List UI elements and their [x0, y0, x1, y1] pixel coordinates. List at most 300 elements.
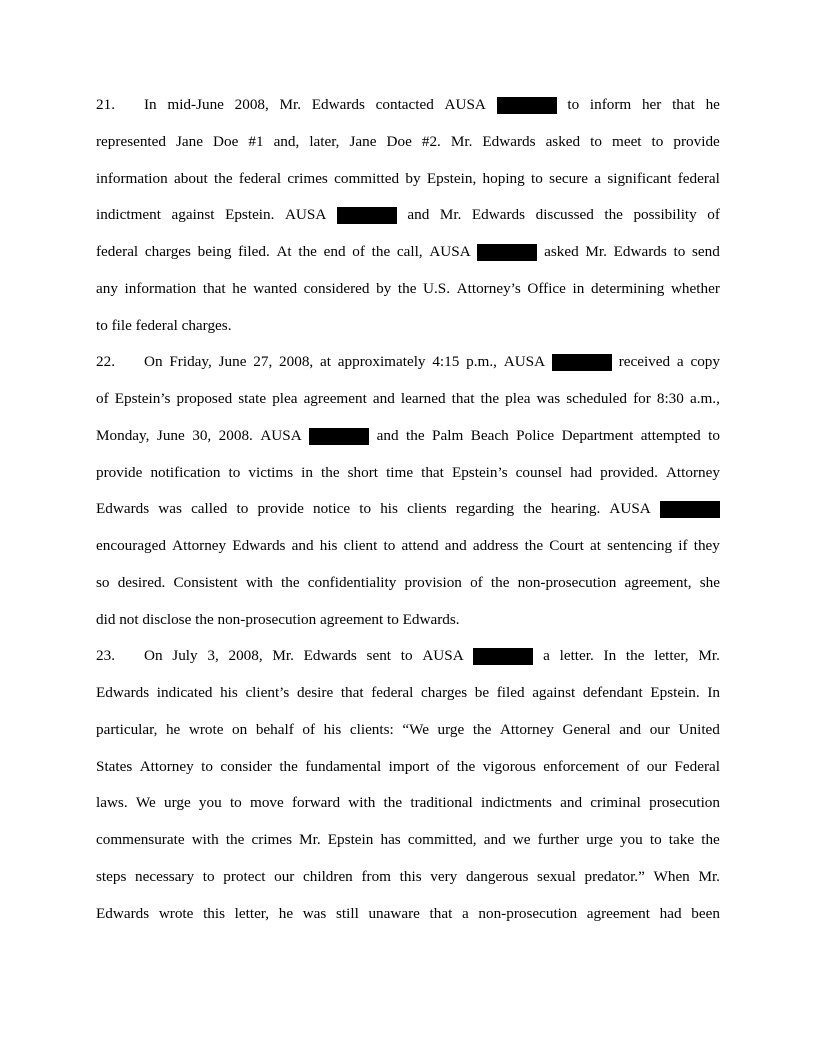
redaction-box: [497, 97, 557, 114]
word: the: [490, 573, 510, 591]
word: hoping: [482, 169, 525, 187]
word: be: [474, 684, 490, 701]
word: the: [383, 794, 403, 812]
paragraph-number: 23.: [96, 647, 115, 665]
word: a.m.,: [689, 390, 720, 407]
word: and,: [273, 132, 300, 150]
redaction-box: [660, 501, 720, 518]
word: and: [619, 720, 642, 738]
word: federal: [677, 169, 720, 187]
word: Edwards: [96, 684, 150, 701]
word: federal: [238, 169, 282, 187]
word: filed.: [238, 243, 270, 260]
word: did not disclose the non-prosecution agreement to Edwards.: [96, 610, 460, 628]
word: steps: [96, 867, 127, 885]
word: later,: [309, 132, 340, 150]
paragraph-line: [96, 234, 720, 271]
word: enforcement: [543, 757, 620, 775]
word: the: [279, 757, 298, 775]
word: further: [537, 831, 579, 848]
word: AUSA: [422, 647, 464, 665]
paragraph-line: [96, 308, 720, 345]
paragraph-line: [96, 859, 720, 896]
paragraph-line: [96, 197, 720, 234]
word: notice: [312, 500, 351, 518]
word: on: [232, 720, 248, 738]
word: client’s: [245, 684, 290, 701]
word: information: [124, 279, 197, 297]
word: sent: [366, 647, 392, 665]
redaction-box: [477, 244, 537, 261]
word: 2008,: [234, 96, 269, 113]
word: to: [590, 132, 602, 150]
word: had: [570, 463, 593, 481]
word: at: [320, 353, 331, 371]
word: July: [172, 647, 198, 665]
word: crimes: [287, 169, 328, 187]
word: predator.”: [584, 867, 645, 885]
word: you: [619, 831, 643, 848]
word: to: [400, 647, 413, 665]
word: the: [524, 537, 544, 554]
word: desired.: [117, 573, 166, 591]
word: regarding: [455, 500, 515, 518]
word: inform: [589, 96, 632, 113]
word: import: [388, 757, 430, 775]
word: protect: [223, 867, 266, 885]
word: client: [343, 537, 378, 554]
word: and: [291, 537, 314, 554]
word: take: [668, 831, 695, 848]
word: at: [590, 537, 602, 554]
word: AUSA: [503, 353, 546, 371]
word: Mr.: [272, 647, 294, 665]
word: the: [406, 426, 425, 444]
word: 3,: [207, 647, 219, 665]
word: to: [649, 831, 662, 848]
word: commensurate: [96, 831, 185, 848]
word: provision: [404, 573, 462, 591]
word: encouraged: [96, 537, 166, 554]
word: send: [692, 243, 720, 260]
word: his: [323, 720, 342, 738]
word: Edwards: [303, 647, 357, 665]
word: and: [407, 206, 430, 224]
word: was: [536, 390, 561, 407]
word: discussed: [535, 206, 594, 224]
word: confidentiality: [307, 573, 397, 591]
word: U.S.: [423, 279, 451, 297]
word: his: [319, 537, 338, 554]
word: AUSA: [260, 426, 302, 444]
paragraph-line: [96, 528, 720, 565]
word: her: [641, 96, 662, 113]
word: whether: [670, 279, 720, 297]
word: his: [220, 684, 238, 701]
word: hearing.: [550, 500, 601, 518]
word: Mr.: [585, 243, 607, 260]
word: scheduled: [566, 390, 627, 407]
word: Palm: [432, 426, 464, 444]
word: June: [218, 353, 247, 371]
word: consider: [220, 757, 272, 775]
word: of: [470, 573, 483, 591]
word: charges: [144, 243, 191, 260]
word: attend: [401, 537, 439, 554]
word: Mr.: [698, 647, 720, 665]
word: the: [523, 500, 542, 518]
word: vigorous: [482, 757, 536, 775]
word: address: [472, 537, 519, 554]
word: When: [653, 867, 690, 885]
word: victims: [248, 463, 294, 481]
paragraph-line: [96, 896, 720, 933]
word: of: [96, 390, 109, 407]
word: has: [380, 831, 401, 848]
paragraph-line: [96, 491, 720, 528]
word: plea: [505, 390, 531, 407]
paragraph-line: [96, 381, 720, 418]
word: 30,: [192, 426, 212, 444]
word: Edwards: [613, 243, 667, 260]
word: that: [421, 463, 444, 481]
word: secure: [549, 169, 588, 187]
paragraph-line: [96, 638, 720, 675]
word: 2008,: [228, 647, 263, 665]
word: against: [532, 684, 576, 701]
word: fundamental: [305, 757, 382, 775]
word: criminal: [590, 794, 641, 812]
word: Police: [516, 426, 555, 444]
word: provide: [257, 500, 304, 518]
word: particular,: [96, 720, 158, 738]
word: #1: [248, 132, 264, 150]
paragraph-line: [96, 87, 720, 124]
word: the: [456, 757, 476, 775]
word: federal: [96, 243, 139, 260]
word: to: [673, 243, 686, 260]
word: Attorney’s: [456, 279, 521, 297]
word: a: [461, 904, 469, 922]
word: In: [707, 684, 720, 701]
word: considered: [303, 279, 370, 297]
word: to: [651, 132, 664, 150]
word: had: [659, 904, 682, 922]
word: move: [250, 794, 284, 812]
word: of: [436, 757, 450, 775]
paragraph-line: [96, 822, 720, 859]
word: short: [347, 463, 379, 481]
word: any: [96, 279, 118, 297]
paragraph-line: [96, 455, 720, 492]
word: was: [158, 500, 182, 518]
word: Epstein.: [225, 206, 275, 224]
word: Attorney: [665, 463, 720, 481]
word: been: [691, 904, 720, 922]
word: they: [693, 537, 720, 554]
word: provided.: [600, 463, 658, 481]
word: the: [371, 243, 391, 260]
word: urge: [437, 720, 465, 738]
word: the: [214, 169, 233, 187]
word: to: [567, 96, 580, 113]
word: Edwards: [96, 904, 150, 922]
word: determining: [590, 279, 665, 297]
word: approximately: [337, 353, 426, 371]
word: that: [202, 279, 226, 297]
word: forward: [291, 794, 341, 812]
word: p.m.,: [466, 353, 497, 371]
word: agreement: [303, 390, 367, 407]
word: a: [543, 647, 550, 665]
word: States: [96, 757, 133, 775]
word: letter,: [654, 647, 689, 665]
word: Mr.: [299, 831, 321, 848]
word: Attorney: [172, 537, 227, 554]
word: non-prosecution: [478, 904, 578, 922]
word: wrote: [158, 904, 194, 922]
word: non-prosecution: [517, 573, 617, 591]
word: a: [594, 169, 602, 187]
word: indictments: [481, 794, 552, 812]
word: to: [201, 757, 213, 775]
word: state: [238, 390, 267, 407]
word: to: [531, 169, 543, 187]
word: he: [705, 96, 720, 113]
word: and: [444, 537, 467, 554]
word: the: [604, 206, 623, 224]
word: Epstein: [327, 831, 374, 848]
word: asked: [544, 243, 579, 260]
word: wanted: [253, 279, 298, 297]
word: federal: [371, 684, 414, 701]
word: committed: [334, 169, 400, 187]
paragraph-line: [96, 749, 720, 786]
word: 2008.: [218, 426, 253, 444]
word: the: [625, 647, 645, 665]
word: of: [302, 720, 315, 738]
word: urge: [586, 831, 613, 848]
word: agreement,: [624, 573, 692, 591]
word: Monday,: [96, 426, 150, 444]
paragraph-line: [96, 675, 720, 712]
word: she: [699, 573, 720, 591]
word: for: [633, 390, 651, 407]
word: Epstein’s: [451, 463, 508, 481]
word: provide: [96, 463, 143, 481]
word: very: [430, 867, 458, 885]
word: information: [96, 169, 168, 187]
word: laws.: [96, 794, 128, 812]
word: significant: [607, 169, 672, 187]
word: crimes: [251, 831, 292, 848]
word: this: [203, 904, 226, 922]
paragraph-line: [96, 124, 720, 161]
word: sentencing: [607, 537, 673, 554]
word: AUSA: [284, 206, 327, 224]
word: mid-June: [167, 96, 224, 113]
paragraph-line: [96, 161, 720, 198]
paragraph-line: [96, 785, 720, 822]
word: of: [352, 243, 365, 260]
word: Epstein’s: [114, 390, 171, 407]
word: being: [197, 243, 232, 260]
word: possibility: [633, 206, 697, 224]
word: by: [405, 169, 421, 187]
word: plea: [272, 390, 298, 407]
word: called: [191, 500, 228, 518]
word: Mr.: [698, 867, 720, 885]
word: Edwards: [96, 500, 150, 518]
word: indicated: [156, 684, 213, 701]
word: Jane: [349, 132, 377, 150]
word: dangerous: [465, 867, 529, 885]
word: and: [376, 426, 399, 444]
word: AUSA: [429, 243, 471, 260]
paragraph-line: [96, 271, 720, 308]
word: with: [191, 831, 219, 848]
word: that: [672, 96, 695, 113]
document-page: [96, 87, 720, 932]
word: the: [472, 720, 492, 738]
word: our: [274, 867, 295, 885]
word: about: [174, 169, 208, 187]
word: Beach: [470, 426, 509, 444]
word: children: [303, 867, 353, 885]
word: in: [572, 279, 585, 297]
word: We: [135, 794, 156, 812]
word: 2008,: [279, 353, 314, 371]
word: proposed: [176, 390, 233, 407]
word: sexual: [537, 867, 576, 885]
paragraph-line: [96, 418, 720, 455]
word: he: [165, 720, 181, 738]
word: the: [480, 390, 500, 407]
word: clients: [407, 500, 447, 518]
word: #2.: [421, 132, 441, 150]
paragraph-line: [96, 602, 720, 639]
word: and: [483, 831, 506, 848]
word: meet: [612, 132, 642, 150]
word: General: [562, 720, 611, 738]
word: 8:30: [656, 390, 684, 407]
redaction-box: [337, 207, 397, 224]
word: and: [560, 794, 583, 812]
word: In: [603, 647, 617, 665]
word: the: [298, 243, 317, 260]
word: he: [278, 904, 294, 922]
word: counsel: [515, 463, 563, 481]
word: copy: [690, 353, 720, 371]
word: On: [144, 353, 163, 371]
word: to: [228, 463, 241, 481]
word: committed,: [407, 831, 477, 848]
word: Consistent: [173, 573, 238, 591]
word: defendant: [582, 684, 643, 701]
word: indictment: [96, 206, 161, 224]
word: Epstein,: [426, 169, 477, 187]
word: AUSA: [444, 96, 486, 113]
word: to: [202, 867, 215, 885]
word: to: [229, 794, 242, 812]
word: of: [707, 206, 720, 224]
word: that: [340, 684, 364, 701]
word: “We: [402, 720, 429, 738]
word: desire: [296, 684, 334, 701]
word: the: [225, 831, 245, 848]
word: In: [144, 96, 157, 113]
word: still: [336, 904, 359, 922]
word: clients:: [349, 720, 394, 738]
word: Mr.: [450, 132, 473, 150]
word: a: [676, 353, 684, 371]
word: filed: [496, 684, 525, 701]
word: against: [171, 206, 215, 224]
paragraph-line: [96, 565, 720, 602]
redaction-box: [552, 354, 612, 371]
word: call,: [396, 243, 423, 260]
word: so: [96, 573, 110, 591]
word: Federal: [674, 757, 720, 775]
word: to file federal charges.: [96, 316, 232, 334]
word: learned: [400, 390, 446, 407]
word: if: [678, 537, 688, 554]
word: attempted: [640, 426, 701, 444]
word: Edwards: [471, 206, 526, 224]
word: unaware: [368, 904, 420, 922]
word: Attorney: [499, 720, 554, 738]
word: received: [618, 353, 671, 371]
word: provide: [673, 132, 720, 150]
word: and: [372, 390, 395, 407]
word: Department: [561, 426, 634, 444]
word: our: [649, 720, 670, 738]
word: asked: [545, 132, 581, 150]
word: AUSA: [609, 500, 651, 518]
word: necessary: [135, 867, 195, 885]
word: that: [429, 904, 453, 922]
redaction-box: [473, 648, 533, 665]
word: end: [323, 243, 346, 260]
word: to: [236, 500, 249, 518]
word: letter,: [234, 904, 270, 922]
word: from: [361, 867, 391, 885]
word: agreement: [586, 904, 650, 922]
word: the: [397, 279, 417, 297]
word: behalf: [255, 720, 294, 738]
word: wrote: [188, 720, 224, 738]
word: prosecution: [649, 794, 720, 812]
paragraph-number: 21.: [96, 96, 115, 113]
word: United: [678, 720, 720, 738]
word: he: [232, 279, 247, 297]
word: Doe: [213, 132, 239, 150]
word: this: [399, 867, 422, 885]
word: Attorney: [139, 757, 194, 775]
word: you: [198, 794, 222, 812]
word: to: [383, 537, 396, 554]
paragraph-line: [96, 712, 720, 749]
word: in: [301, 463, 313, 481]
word: the: [281, 573, 300, 591]
word: 27,: [253, 353, 273, 371]
word: time: [386, 463, 414, 481]
word: Doe: [386, 132, 412, 150]
word: contacted: [375, 96, 434, 113]
word: 4:15: [432, 353, 460, 371]
word: letter.: [559, 647, 594, 665]
word: Mr.: [439, 206, 462, 224]
